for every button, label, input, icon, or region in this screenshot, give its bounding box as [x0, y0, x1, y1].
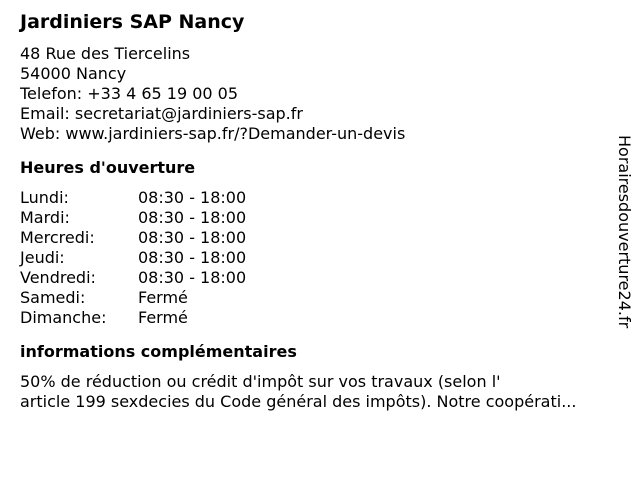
phone-text: Telefon: +33 4 65 19 00 05: [20, 84, 239, 103]
hours-row-monday: [20, 188, 620, 208]
info-heading: informations complémentaires: [20, 342, 297, 361]
hours-time: Fermé: [138, 288, 188, 307]
hours-row-tuesday: [20, 208, 620, 228]
hours-row-wednesday: [20, 228, 620, 248]
hours-time: Fermé: [138, 308, 188, 327]
hours-day: Dimanche:: [20, 308, 107, 327]
hours-heading: Heures d'ouverture: [20, 158, 196, 177]
web-text: Web: www.jardiniers-sap.fr/?Demander-un-devis: [20, 124, 406, 143]
watermark-text: Horairesdouverture24.fr: [615, 135, 634, 329]
email-text: Email: secretariat@jardiniers-sap.fr: [20, 104, 303, 123]
info-text-line-1: 50% de réduction ou crédit d'impôt sur vos travaux (selon l': [20, 372, 501, 391]
address-city: 54000 Nancy: [20, 64, 127, 83]
hours-time: 08:30 - 18:00: [138, 188, 247, 207]
hours-day: Lundi:: [20, 188, 69, 207]
info-text-line-2: article 199 sexdecies du Code général des impôts). Notre coopérati...: [20, 392, 577, 411]
hours-day: Jeudi:: [20, 248, 65, 267]
hours-day: Samedi:: [20, 288, 86, 307]
hours-day: Mercredi:: [20, 228, 95, 247]
hours-row-thursday: [20, 248, 620, 268]
hours-row-friday: [20, 268, 620, 288]
hours-table: [20, 188, 620, 328]
address-street: 48 Rue des Tiercelins: [20, 44, 191, 63]
hours-row-sunday: [20, 308, 620, 328]
hours-row-saturday: [20, 288, 620, 308]
hours-day: Mardi:: [20, 208, 70, 227]
business-name: Jardiniers SAP Nancy: [20, 11, 245, 33]
hours-day: Vendredi:: [20, 268, 96, 287]
hours-time: 08:30 - 18:00: [138, 248, 247, 267]
hours-time: 08:30 - 18:00: [138, 228, 247, 247]
hours-time: 08:30 - 18:00: [138, 268, 247, 287]
hours-time: 08:30 - 18:00: [138, 208, 247, 227]
info-text: [20, 372, 630, 412]
business-card: [20, 10, 620, 412]
